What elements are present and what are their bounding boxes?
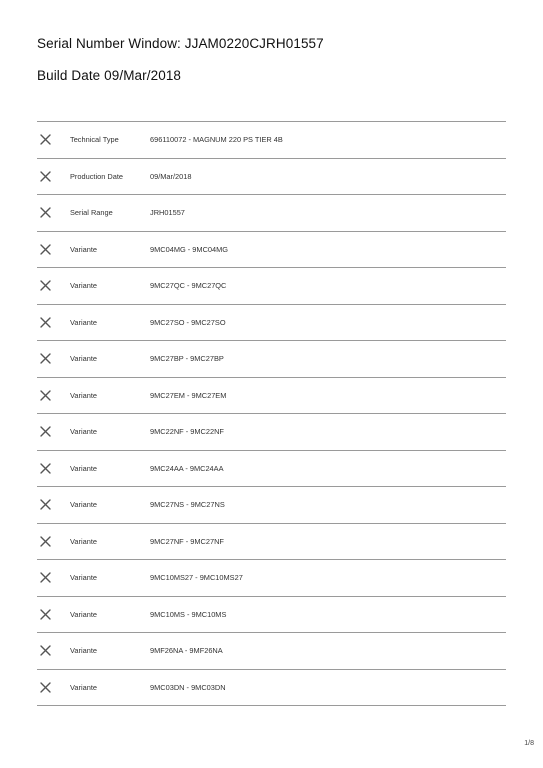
close-icon[interactable] — [40, 353, 51, 364]
table-row — [37, 159, 506, 196]
table-row — [37, 451, 506, 488]
table-row — [37, 232, 506, 269]
page-title: Serial Number Window: JJAM0220CJRH01557 — [37, 36, 324, 51]
spec-table — [37, 121, 506, 706]
row-value: 9MC27NF - 9MC27NF — [150, 536, 224, 546]
row-value: 9MC22NF - 9MC22NF — [150, 427, 224, 436]
row-value: 9MC10MS27 - 9MC10MS27 — [150, 573, 243, 582]
row-label: Variante — [70, 317, 97, 327]
row-label: Variante — [70, 281, 97, 290]
row-label: Variante — [70, 244, 97, 254]
close-icon[interactable] — [40, 390, 51, 401]
close-icon[interactable] — [40, 317, 51, 328]
row-label: Variante — [70, 427, 97, 436]
table-row — [37, 524, 506, 561]
close-icon[interactable] — [40, 171, 51, 182]
row-label: Variante — [70, 573, 97, 582]
table-row — [37, 268, 506, 305]
row-value: 9MC27BP - 9MC27BP — [150, 354, 224, 363]
close-icon[interactable] — [40, 207, 51, 218]
row-value: 9MC27QC - 9MC27QC — [150, 281, 227, 290]
close-icon[interactable] — [40, 645, 51, 656]
row-label: Technical Type — [70, 135, 119, 144]
row-value: 9MC10MS - 9MC10MS — [150, 609, 227, 619]
close-icon[interactable] — [40, 426, 51, 437]
table-row — [37, 633, 506, 670]
table-row — [37, 122, 506, 159]
row-value: 09/Mar/2018 — [150, 171, 192, 181]
row-label: Variante — [70, 390, 97, 400]
close-icon[interactable] — [40, 280, 51, 291]
close-icon[interactable] — [40, 572, 51, 583]
page-number: 1/8 — [524, 740, 534, 747]
close-icon[interactable] — [40, 609, 51, 620]
row-label: Variante — [70, 536, 97, 546]
row-value: 9MC24AA - 9MC24AA — [150, 463, 224, 473]
row-label: Production Date — [70, 171, 123, 181]
table-row — [37, 414, 506, 451]
row-label: Variante — [70, 682, 97, 692]
row-value: 9MC03DN - 9MC03DN — [150, 682, 226, 692]
row-value: 9MC27NS - 9MC27NS — [150, 500, 225, 509]
row-label: Variante — [70, 500, 97, 509]
row-value: 9MC27EM - 9MC27EM — [150, 390, 227, 400]
table-row — [37, 195, 506, 232]
close-icon[interactable] — [40, 499, 51, 510]
build-date: Build Date 09/Mar/2018 — [37, 68, 182, 83]
table-row — [37, 597, 506, 634]
table-row — [37, 341, 506, 378]
table-row — [37, 560, 506, 597]
row-value: 9MC04MG - 9MC04MG — [150, 244, 229, 254]
table-row — [37, 487, 506, 524]
close-icon[interactable] — [40, 463, 51, 474]
row-label: Serial Range — [70, 208, 113, 217]
row-label: Variante — [70, 646, 97, 655]
close-icon[interactable] — [40, 682, 51, 693]
row-value: JRH01557 — [150, 208, 185, 217]
row-value: 9MC27SO - 9MC27SO — [150, 317, 226, 327]
table-row — [37, 378, 506, 415]
close-icon[interactable] — [40, 134, 51, 145]
table-row — [37, 305, 506, 342]
row-label: Variante — [70, 463, 97, 473]
close-icon[interactable] — [40, 244, 51, 255]
row-value: 9MF26NA - 9MF26NA — [150, 646, 223, 655]
row-label: Variante — [70, 609, 97, 619]
close-icon[interactable] — [40, 536, 51, 547]
row-label: Variante — [70, 354, 97, 363]
table-row — [37, 670, 506, 707]
row-value: 696110072 - MAGNUM 220 PS TIER 4B — [150, 135, 283, 144]
